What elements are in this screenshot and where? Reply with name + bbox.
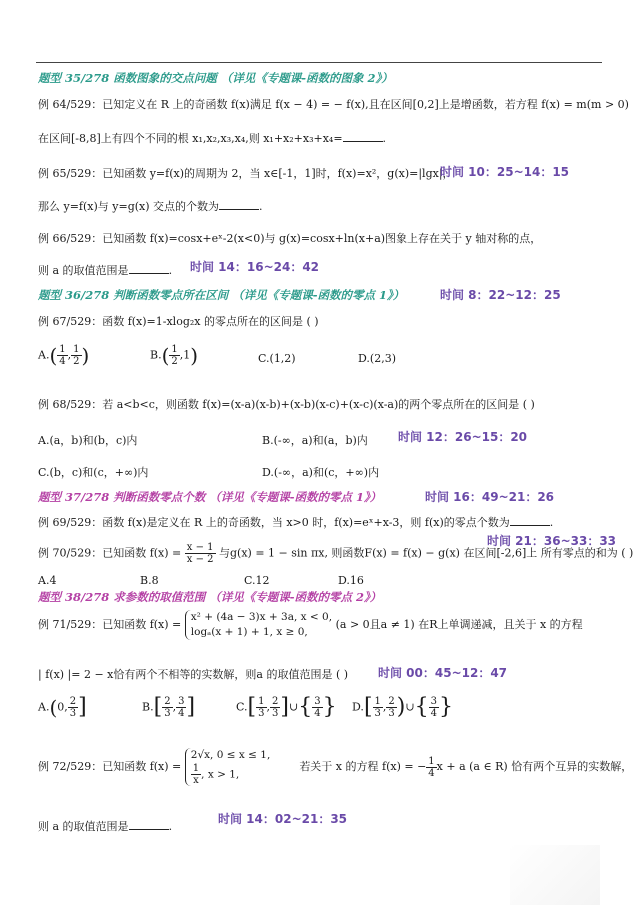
- denominator: 4: [430, 708, 437, 719]
- fraction: [191, 763, 201, 786]
- q70-post: 与g(x) = 1 − sin πx, 则函数F(x) = f(x) − g(x) 在区间[-2,6]上 所有零点的和为 ( ): [219, 546, 634, 560]
- q68-option-a: A.(a，b)和(b，c)内: [38, 434, 138, 447]
- denominator: 3: [258, 708, 265, 719]
- q71-time: 时间 00：45~12：47: [378, 666, 508, 680]
- section-38-title: 题型 38/278 求参数的取值范围 （详见《专题课-函数的零点 2》）: [38, 590, 382, 604]
- q72-line2-end: .: [168, 820, 173, 833]
- paren-open: (: [49, 695, 58, 720]
- bracket-open: [: [363, 694, 373, 720]
- q68-option-d: D.(-∞，a)和(c，+∞)内: [262, 466, 380, 479]
- paren-close: ): [81, 343, 90, 368]
- union-symbol: ∪: [288, 700, 299, 714]
- q72-pre: 例 72/529：已知函数 f(x) =: [38, 760, 182, 773]
- q65-line1: 例 65/529：已知函数 y=f(x)的周期为 2，当 x∈[-1，1]时，f(x)=x²，g(x)=|lgx|，: [38, 167, 454, 180]
- q71-option-b: B.[ $\frac{2}{3}$ , $\frac{3}{4}$ ]: [142, 694, 196, 720]
- q69-stem-text: 例 69/529：函数 f(x)是定义在 R 上的奇函数，当 x>0 时，f(x)=eˣ+x-3，则 f(x)的零点个数为: [38, 516, 510, 529]
- option-value: ,1: [179, 348, 191, 362]
- denominator: 4: [178, 708, 185, 719]
- case-2-tail: , x > 1,: [201, 768, 240, 781]
- answer-blank: [129, 263, 169, 274]
- numerator: 1: [192, 763, 200, 774]
- paren-close: ): [190, 343, 199, 368]
- denominator: x: [193, 775, 199, 786]
- q66-line2-text: 则 a 的取值范围是: [38, 264, 129, 277]
- q70-option-b: B.8: [140, 574, 159, 587]
- q64-line1: 例 64/529：已知定义在 R 上的奇函数 f(x)满足 f(x − 4) = − f(x),且在区间[0,2]上是增函数，若方程 f(x) = m(m > 0): [38, 98, 629, 111]
- case-2: logₐ(x + 1) + 1, x ≥ 0,: [190, 626, 308, 638]
- q71-stem: [38, 610, 583, 640]
- q65-line2-text: 那么 y=f(x)与 y=g(x) 交点的个数为: [38, 200, 220, 213]
- numerator: 2: [69, 696, 77, 707]
- q65-line2-end: .: [259, 200, 263, 213]
- q71-option-a: [38, 696, 87, 719]
- q65-line2: [38, 198, 263, 214]
- denominator: 4: [428, 767, 435, 779]
- q72-stem: [38, 748, 632, 786]
- fraction: [68, 696, 78, 719]
- q72-time: 时间 14：02~21：35: [218, 812, 348, 826]
- q68-stem: 例 68/529：若 a<b<c，则函数 f(x)=(x-a)(x-b)+(x-b)(x-c)+(x-c)(x-a)的两个零点所在的区间是 ( ): [38, 398, 535, 411]
- q71-option-c: C.[ $\frac{1}{3}$ , $\frac{2}{3}$ ]∪{ $\frac{3}{4}$ }: [236, 694, 337, 720]
- numerator: 3: [178, 696, 185, 707]
- fraction: [373, 696, 383, 719]
- q71-post: (a > 0且a ≠ 1) 在R上单调递减，且关于 x 的方程: [335, 618, 583, 631]
- fraction: [162, 696, 172, 719]
- q64-line2: [38, 130, 386, 146]
- q67-option-d: D.(2,3): [358, 352, 397, 365]
- option-label: D.: [352, 700, 364, 714]
- q64-line2-text: 在区间[-8,8]上有四个不同的根 x₁,x₂,x₃,x₄,则 x₁+x₂+x₃+x₄=: [38, 132, 343, 145]
- denominator: 3: [374, 708, 381, 719]
- section-37-title: 题型 37/278 判断函数零点个数 （详见《专题课-函数的零点 1》）: [38, 490, 382, 504]
- q72-line2-text: 则 a 的取值范围是: [38, 820, 129, 833]
- bracket-open: [: [153, 694, 163, 720]
- denominator: 3: [272, 708, 279, 719]
- q72-post-tail: x + a (a ∈ R) 恰有两个互异的实数解，: [436, 760, 633, 773]
- option-label: B.: [142, 700, 154, 714]
- denominator: 2: [171, 356, 178, 367]
- q67-option-b: [150, 344, 198, 367]
- numerator: 1: [171, 344, 178, 355]
- q71-pre: 例 71/529：已知函数 f(x) =: [38, 618, 182, 631]
- q71-line2: | f(x) |= 2 − x恰有两个不相等的实数解，则a 的取值范围是 ( ): [38, 668, 349, 681]
- q66-line2: [38, 262, 172, 278]
- section-36-time: 时间 8：22~12：25: [440, 288, 561, 302]
- fraction: [176, 696, 186, 719]
- section-37-time: 时间 16：49~21：26: [425, 490, 555, 504]
- numerator: 2: [388, 696, 395, 707]
- option-label: B.: [150, 348, 162, 362]
- q68-option-b: B.(-∞，a)和(a，b)内: [262, 434, 368, 447]
- section-35-title: 题型 35/278 函数图象的交点问题 （详见《专题课-函数的图象 2》）: [38, 71, 393, 85]
- q68-option-c: C.(b，c)和(c，+∞)内: [38, 466, 149, 479]
- case-1: 2√x, 0 ≤ x ≤ 1,: [190, 749, 271, 761]
- q66-time: 时间 14：16~24：42: [190, 260, 320, 274]
- brace-open: {: [414, 694, 429, 720]
- numerator: 1: [374, 696, 381, 707]
- fraction: [185, 542, 216, 565]
- q70-option-d: D.16: [338, 574, 364, 587]
- denominator: x − 2: [186, 554, 214, 565]
- case-1: x² + (4a − 3)x + 3a, x < 0,: [190, 611, 333, 623]
- page-corner-shade: [510, 845, 600, 905]
- denominator: 3: [164, 708, 171, 719]
- q68-time: 时间 12：26~15：20: [398, 430, 528, 444]
- top-rule: [36, 62, 602, 63]
- q72-post-pre: 若关于 x 的方程 f(x) = −: [299, 760, 427, 773]
- denominator: 4: [314, 708, 321, 719]
- denominator: 4: [59, 356, 66, 367]
- fraction: [270, 696, 280, 719]
- paren-open: (: [161, 343, 170, 368]
- answer-blank: [219, 199, 259, 210]
- union-symbol: ∪: [405, 700, 415, 714]
- fraction: [256, 696, 266, 719]
- denominator: 3: [388, 708, 395, 719]
- fraction: [169, 344, 179, 367]
- numerator: 1: [59, 344, 66, 355]
- answer-blank: [343, 131, 383, 142]
- option-label: C.: [236, 700, 248, 714]
- q71-option-d: D.[ $\frac{1}{3}$ , $\frac{2}{3}$ )∪{ $\frac{3}{4}$ }: [352, 694, 453, 720]
- answer-blank: [129, 819, 169, 830]
- option-label: A.: [38, 348, 50, 362]
- answer-blank: [510, 515, 550, 526]
- q70-stem: [38, 542, 633, 565]
- q69-time: 时间 21：36~33：33: [487, 534, 617, 548]
- q67-option-c: C.(1,2): [258, 352, 296, 365]
- brace-open: {: [298, 694, 313, 720]
- section-36-title: 题型 36/278 判断函数零点所在区间 （详见《专题课-函数的零点 1》）: [38, 288, 405, 302]
- q70-option-a: A.4: [38, 574, 57, 587]
- bracket-open: [: [247, 694, 257, 720]
- bracket-close: ]: [186, 694, 196, 720]
- fraction: [426, 756, 436, 779]
- fraction: [57, 344, 67, 367]
- q69-stem-end: .: [549, 516, 554, 529]
- fraction: [386, 696, 396, 719]
- q70-option-c: C.12: [244, 574, 270, 587]
- q70-pre: 例 70/529：已知函数 f(x) =: [38, 546, 182, 560]
- q72-line2: [38, 818, 172, 834]
- numerator: 2: [164, 696, 171, 707]
- bracket-close: ): [396, 694, 406, 720]
- numerator: x − 1: [186, 542, 214, 553]
- bracket-close: ]: [280, 694, 289, 720]
- denominator: 3: [69, 708, 77, 719]
- denominator: 2: [73, 356, 80, 367]
- option-value: 0,: [57, 700, 68, 714]
- q66-line1: 例 66/529：已知函数 f(x)=cosx+eˣ-2(x<0)与 g(x)=cosx+ln(x+a)图象上存在关于 y 轴对称的点，: [38, 232, 542, 245]
- bracket-close: ]: [78, 694, 87, 720]
- fraction: [71, 344, 81, 367]
- q64-line2-end: .: [382, 132, 387, 145]
- q69-stem: [38, 514, 553, 530]
- piecewise-function: [185, 748, 271, 786]
- numerator: 3: [430, 696, 437, 707]
- numerator: 1: [258, 696, 265, 707]
- numerator: 3: [314, 696, 321, 707]
- fraction: [312, 696, 322, 719]
- paren-open: (: [49, 343, 58, 368]
- q67-option-a: A.( $\frac{1}{4}$ , $\frac{1}{2}$ ): [38, 343, 90, 368]
- fraction: [429, 696, 439, 719]
- q65-time: 时间 10：25~14：15: [440, 165, 570, 179]
- piecewise-function: [185, 610, 332, 640]
- numerator: 1: [73, 344, 80, 355]
- brace-close: }: [438, 694, 453, 720]
- numerator: 1: [428, 755, 435, 767]
- q67-stem: 例 67/529：函数 f(x)=1-xlog₂x 的零点所在的区间是 ( ): [38, 315, 319, 328]
- option-label: A.: [38, 700, 50, 714]
- q66-line2-end: .: [168, 264, 173, 277]
- brace-close: }: [322, 694, 337, 720]
- numerator: 2: [272, 696, 279, 707]
